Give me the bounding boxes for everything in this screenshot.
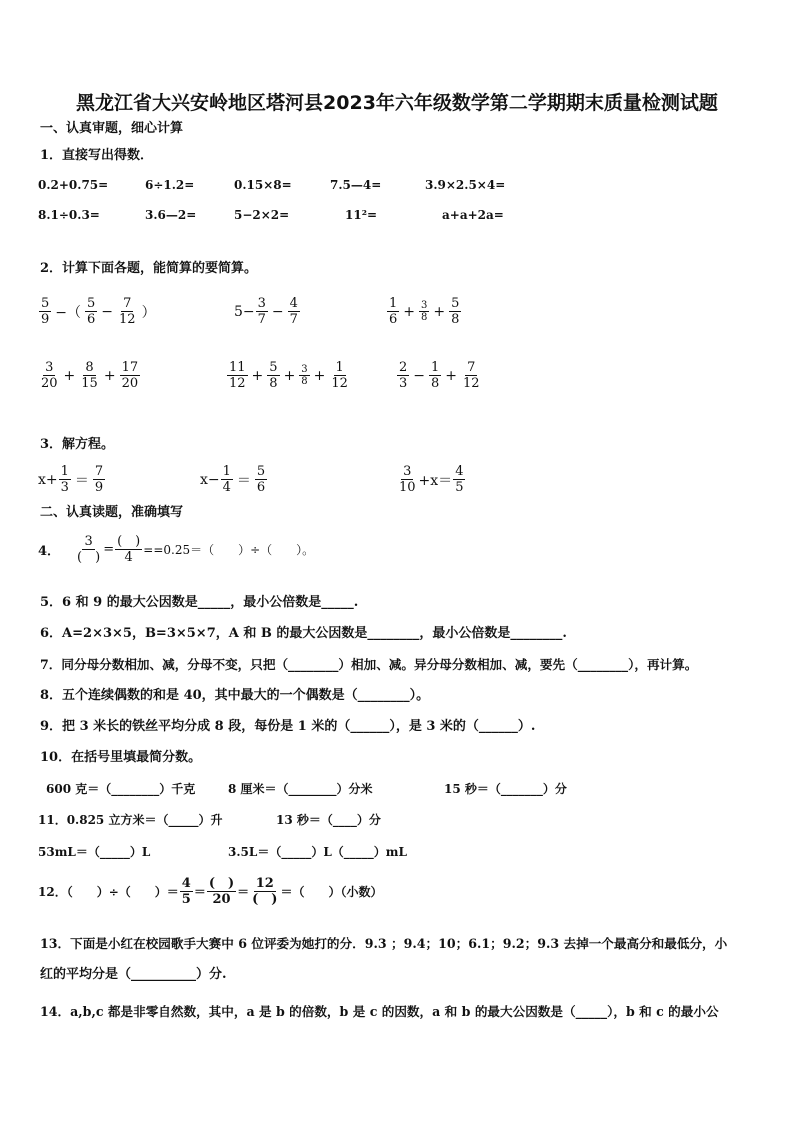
question-14: 14．a,b,c 都是非零自然数，其中，a 是 b 的倍数，b 是 c 的因数，a 和 b 的最大公因数是（_____），b 和 c 的最小公 [40, 1004, 719, 1019]
question-2-label: 2．计算下面各题，能简算的要简算。 [40, 261, 258, 276]
question-1-label: 1．直接写出得数． [40, 148, 154, 163]
q1-item: 5−2×2= [234, 208, 290, 222]
question-13-line-1: 13．下面是小红在校园歌手大赛中 6 位评委为她打的分．9.3 ；9.4；10；6.1；9.2；9.3 去掉一个最高分和最低分，小 [40, 936, 728, 951]
q2-expression-3: $\frac{1}{6}$ + $\frac{3}{8}$ + $\frac{5}{8}$ [389, 296, 460, 327]
question-12: 12．（ ）÷（ ）＝ $\frac{4}{5}$ ＝ $\frac{( )}{20}$ ＝ $\frac{12}{( )}$ ＝（ ）（小数） [38, 876, 383, 907]
q1-item: 3.6—2= [145, 208, 197, 222]
q1-item: a+a+2a= [442, 208, 504, 222]
q1-item: 0.2+0.75= [38, 178, 109, 192]
q2-expression-2: 5− $\frac{3}{7}$ − $\frac{4}{7}$ [234, 296, 298, 327]
q2-expression-4: $\frac{3}{20}$ + $\frac{8}{15}$ + $\frac{17}{20}$ [41, 360, 139, 391]
question-7: 7．同分母分数相加、减，分母不变，只把（________）相加、减。异分母分数相加、减，要先（________），再计算。 [40, 657, 698, 672]
section-2-heading: 二、认真读题，准确填写 [40, 505, 184, 520]
q3-equation-2: x− $\frac{1}{4}$ ＝ $\frac{5}{6}$ [200, 464, 266, 495]
q11-item: 3.5L＝（_____）L（_____）mL [228, 845, 407, 859]
q1-item: 0.15×8= [234, 178, 292, 192]
q1-item: 8.1÷0.3= [38, 208, 100, 222]
q2-expression-5: $\frac{11}{12}$ + $\frac{5}{8}$ + $\frac{3}{8}$ + $\frac{1}{12}$ [229, 360, 348, 391]
question-5: 5．6 和 9 的最大公因数是_____，最小公倍数是_____. [40, 595, 359, 610]
question-13-line-2: 红的平均分是（__________）分. [40, 967, 227, 982]
q3-equation-1: x+ $\frac{1}{3}$ ＝ $\frac{7}{9}$ [38, 464, 104, 495]
q10-item: 8 厘米＝（________）分米 [228, 782, 373, 796]
q11-item: 13 秒＝（____）分 [276, 813, 381, 827]
q1-item: 3.9×2.5×4= [425, 178, 506, 192]
q1-item: 6÷1.2= [145, 178, 195, 192]
q2-expression-1: $\frac{5}{9}$ −（ $\frac{5}{6}$ − $\frac{7}{12}$ ） [41, 296, 156, 327]
question-10-label: 10．在括号里填最简分数。 [40, 750, 202, 765]
page-title: 黑龙江省大兴安岭地区塔河县2023年六年级数学第二学期期末质量检测试题 [76, 92, 718, 114]
section-1-heading: 一、认真审题，细心计算 [40, 121, 184, 136]
question-6: 6．A=2×3×5，B=3×5×7，A 和 B 的最大公因数是________，最小公倍数是________. [40, 626, 567, 641]
q1-item: 11²= [345, 208, 378, 222]
question-8: 8．五个连续偶数的和是 40，其中最大的一个偶数是（________）。 [40, 688, 430, 703]
q3-equation-3: $\frac{3}{10}$ +x＝ $\frac{4}{5}$ [399, 464, 464, 495]
question-4: 4． $\frac{3}{( )}$ = $\frac{( )}{4}$ ==0.25＝（ ）÷（ ）。 [38, 534, 315, 565]
q11-item: 11．0.825 立方米＝（_____）升 [38, 813, 223, 827]
q1-item: 7.5—4= [330, 178, 382, 192]
question-9: 9．把 3 米长的铁丝平均分成 8 段，每份是 1 米的（______），是 3 米的（______）. [40, 719, 536, 734]
q2-expression-6: $\frac{2}{3}$ − $\frac{1}{8}$ + $\frac{7}{12}$ [399, 360, 480, 391]
q10-item: 15 秒＝（_______）分 [444, 782, 567, 796]
q10-item: 600 克＝（________）千克 [46, 782, 196, 796]
question-3-label: 3．解方程。 [40, 437, 115, 452]
q11-item: 53mL＝（_____）L [38, 845, 151, 859]
